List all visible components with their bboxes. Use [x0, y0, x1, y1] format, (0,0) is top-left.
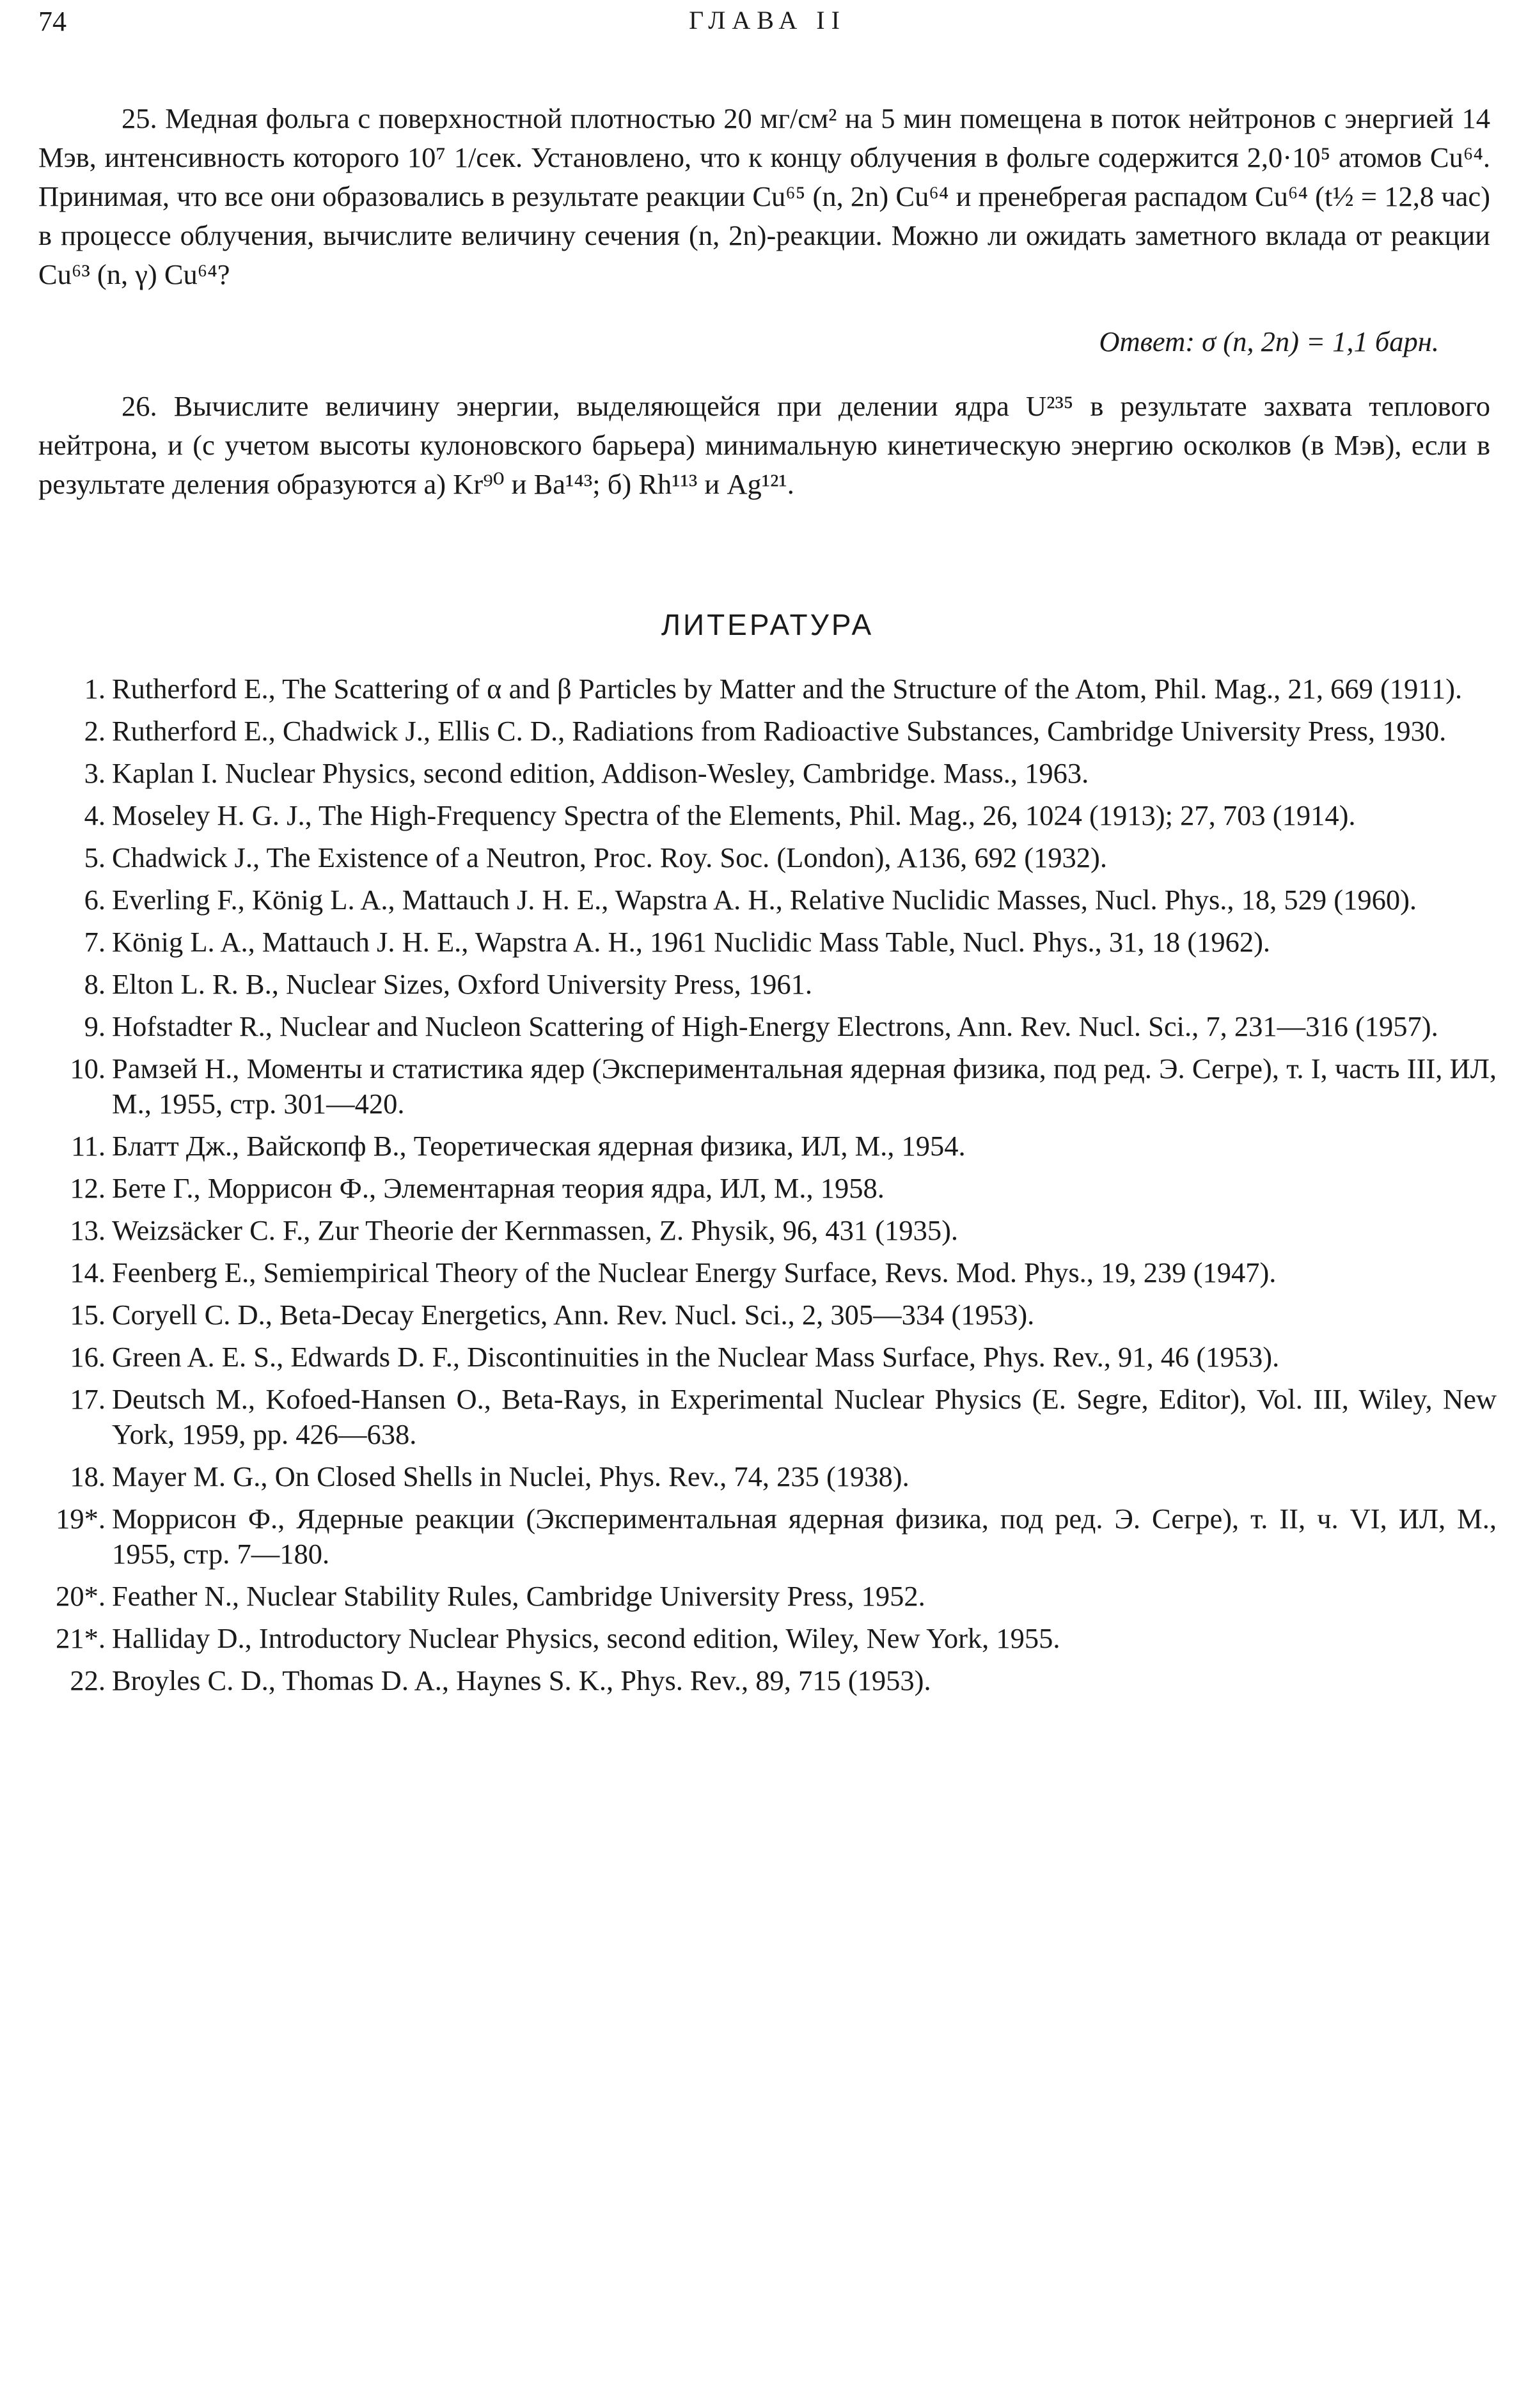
reference-text: Моррисон Ф., Ядерные реакции (Экспериментальная ядерная физика, под ред. Э. Сегре), т. II, ч. VI, ИЛ, М., 1955, стр. 7—180.: [112, 1503, 1497, 1570]
problem-26: 26. Вычислите величину энергии, выделяющейся при делении ядра U²³⁵ в результате захвата теплового нейтрона, и (с учетом высоты кулоновского барьера) минимальную кинетическую энергию осколков (в Мэв), если в результате деления образуются а) Kr⁹⁰ и Ba¹⁴³; б) Rh¹¹³ и Ag¹²¹.: [38, 390, 1490, 500]
reference-item: [38, 798, 1497, 833]
reference-number: 18.: [70, 1460, 106, 1492]
literature-heading: ЛИТЕРАТУРА: [661, 608, 874, 641]
reference-number: 10.: [70, 1052, 106, 1084]
reference-text: Feenberg E., Semiempirical Theory of the Nuclear Energy Surface, Revs. Mod. Phys., 19, 239 (1947).: [112, 1256, 1277, 1288]
reference-item: [38, 671, 1497, 707]
reference-text: Chadwick J., The Existence of a Neutron, Proc. Roy. Soc. (London), A136, 692 (1932).: [112, 841, 1108, 873]
reference-item: [38, 1382, 1497, 1452]
reference-number: 12.: [70, 1172, 106, 1204]
reference-text: Halliday D., Introductory Nuclear Physics, second edition, Wiley, New York, 1955.: [112, 1622, 1060, 1654]
problem-25-answer: Ответ: σ (n, 2n) = 1,1 барн.: [1099, 325, 1439, 357]
reference-text: Coryell C. D., Beta-Decay Energetics, Ann. Rev. Nucl. Sci., 2, 305—334 (1953).: [112, 1299, 1035, 1331]
reference-text: Weizsäcker C. F., Zur Theorie der Kernmassen, Z. Physik, 96, 431 (1935).: [112, 1214, 959, 1246]
reference-number: 14.: [70, 1256, 106, 1288]
reference-number: 4.: [84, 799, 106, 831]
reference-item: [38, 1579, 1497, 1614]
reference-number: 7.: [84, 926, 106, 958]
reference-number: 2.: [84, 715, 106, 747]
reference-item: [38, 1297, 1497, 1333]
reference-item: [38, 1340, 1497, 1375]
reference-text: Feather N., Nuclear Stability Rules, Cambridge University Press, 1952.: [112, 1580, 925, 1612]
reference-text: Бете Г., Моррисон Ф., Элементарная теория ядра, ИЛ, М., 1958.: [112, 1172, 885, 1204]
reference-number: 15.: [70, 1299, 106, 1331]
reference-number: 1.: [84, 673, 106, 705]
reference-item: [38, 1621, 1497, 1656]
reference-text: Hofstadter R., Nuclear and Nucleon Scattering of High-Energy Electrons, Ann. Rev. Nucl. Sci., 7, 231—316 (1957).: [112, 1010, 1438, 1042]
reference-item: [38, 1663, 1497, 1698]
reference-text: Блатт Дж., Вайскопф В., Теоретическая ядерная физика, ИЛ, М., 1954.: [112, 1130, 966, 1162]
reference-number: 16.: [70, 1341, 106, 1373]
reference-item: [38, 1171, 1497, 1206]
reference-number: 6.: [84, 884, 106, 916]
reference-text: Elton L. R. B., Nuclear Sizes, Oxford University Press, 1961.: [112, 968, 813, 1000]
reference-text: Rutherford E., The Scattering of α and β Particles by Matter and the Structure of the Atom, Phil. Mag., 21, 669 (1911).: [112, 673, 1463, 705]
reference-item: [38, 925, 1497, 960]
reference-item: [38, 756, 1497, 791]
reference-number: 13.: [70, 1214, 106, 1246]
page-number: 74: [38, 6, 67, 37]
reference-number: 8.: [84, 968, 106, 1000]
reference-item: [38, 1255, 1497, 1290]
reference-text: Everling F., König L. A., Mattauch J. H. E., Wapstra A. H., Relative Nuclidic Masses, Nucl. Phys., 18, 529 (1960).: [112, 884, 1417, 916]
reference-number: 3.: [84, 757, 106, 789]
reference-item: [38, 714, 1497, 749]
reference-text: Rutherford E., Chadwick J., Ellis C. D., Radiations from Radioactive Substances, Cambridge University Press, 1930.: [112, 715, 1447, 747]
reference-text: Moseley H. G. J., The High-Frequency Spectra of the Elements, Phil. Mag., 26, 1024 (1913); 27, 703 (1914).: [112, 799, 1356, 831]
reference-item: [38, 1459, 1497, 1494]
reference-number: 11.: [71, 1130, 106, 1162]
reference-item: [38, 840, 1497, 875]
reference-text: König L. A., Mattauch J. H. E., Wapstra A. H., 1961 Nuclidic Mass Table, Nucl. Phys., 31, 18 (1962).: [112, 926, 1271, 958]
running-title: ГЛАВА II: [689, 6, 846, 35]
reference-item: [38, 1009, 1497, 1044]
reference-item: [38, 882, 1497, 918]
reference-number: 5.: [84, 841, 106, 873]
reference-number: 21*.: [56, 1622, 106, 1654]
references-list: [38, 671, 1497, 1705]
reference-text: Kaplan I. Nuclear Physics, second edition, Addison-Wesley, Cambridge. Mass., 1963.: [112, 757, 1089, 789]
reference-text: Mayer M. G., On Closed Shells in Nuclei, Phys. Rev., 74, 235 (1938).: [112, 1460, 909, 1492]
reference-item: [38, 1213, 1497, 1248]
reference-item: [38, 1501, 1497, 1572]
reference-number: 9.: [84, 1010, 106, 1042]
reference-number: 20*.: [56, 1580, 106, 1612]
page-header: [38, 5, 1497, 43]
reference-number: 17.: [70, 1383, 106, 1415]
reference-number: 19*.: [56, 1503, 106, 1535]
reference-item: [38, 1051, 1497, 1122]
reference-text: Broyles C. D., Thomas D. A., Haynes S. K., Phys. Rev., 89, 715 (1953).: [112, 1664, 931, 1696]
reference-text: Deutsch M., Kofoed-Hansen O., Beta-Rays, in Experimental Nuclear Physics (E. Segre, Editor), Vol. III, Wiley, New York, 1959, pp. 426—638.: [112, 1383, 1497, 1450]
reference-text: Рамзей Н., Моменты и статистика ядер (Экспериментальная ядерная физика, под ред. Э. Сегре), т. I, часть III, ИЛ, М., 1955, стр. 301—420.: [112, 1052, 1497, 1120]
reference-item: [38, 1129, 1497, 1164]
reference-text: Green A. E. S., Edwards D. F., Discontinuities in the Nuclear Mass Surface, Phys. Rev., 91, 46 (1953).: [112, 1341, 1280, 1373]
reference-item: [38, 967, 1497, 1002]
problems-section: [38, 99, 1490, 532]
reference-number: 22.: [70, 1664, 106, 1696]
problem-25: 25. Медная фольга с поверхностной плотностью 20 мг/см² на 5 мин помещена в поток нейтронов с энергией 14 Мэв, интенсивность которого 10⁷ 1/сек. Установлено, что к концу облучения в фольге содержится 2,0·10⁵ атомов Cu⁶⁴. Принимая, что все они образовались в результате реакции Cu⁶⁵ (n, 2n) Cu⁶⁴ и пренебрегая распадом Cu⁶⁴ (t½ = 12,8 час) в процессе облучения, вычислите величину сечения (n, 2n)-реакции. Можно ли ожидать заметного вклада от реакции Cu⁶³ (n, γ) Cu⁶⁴?: [38, 102, 1490, 290]
